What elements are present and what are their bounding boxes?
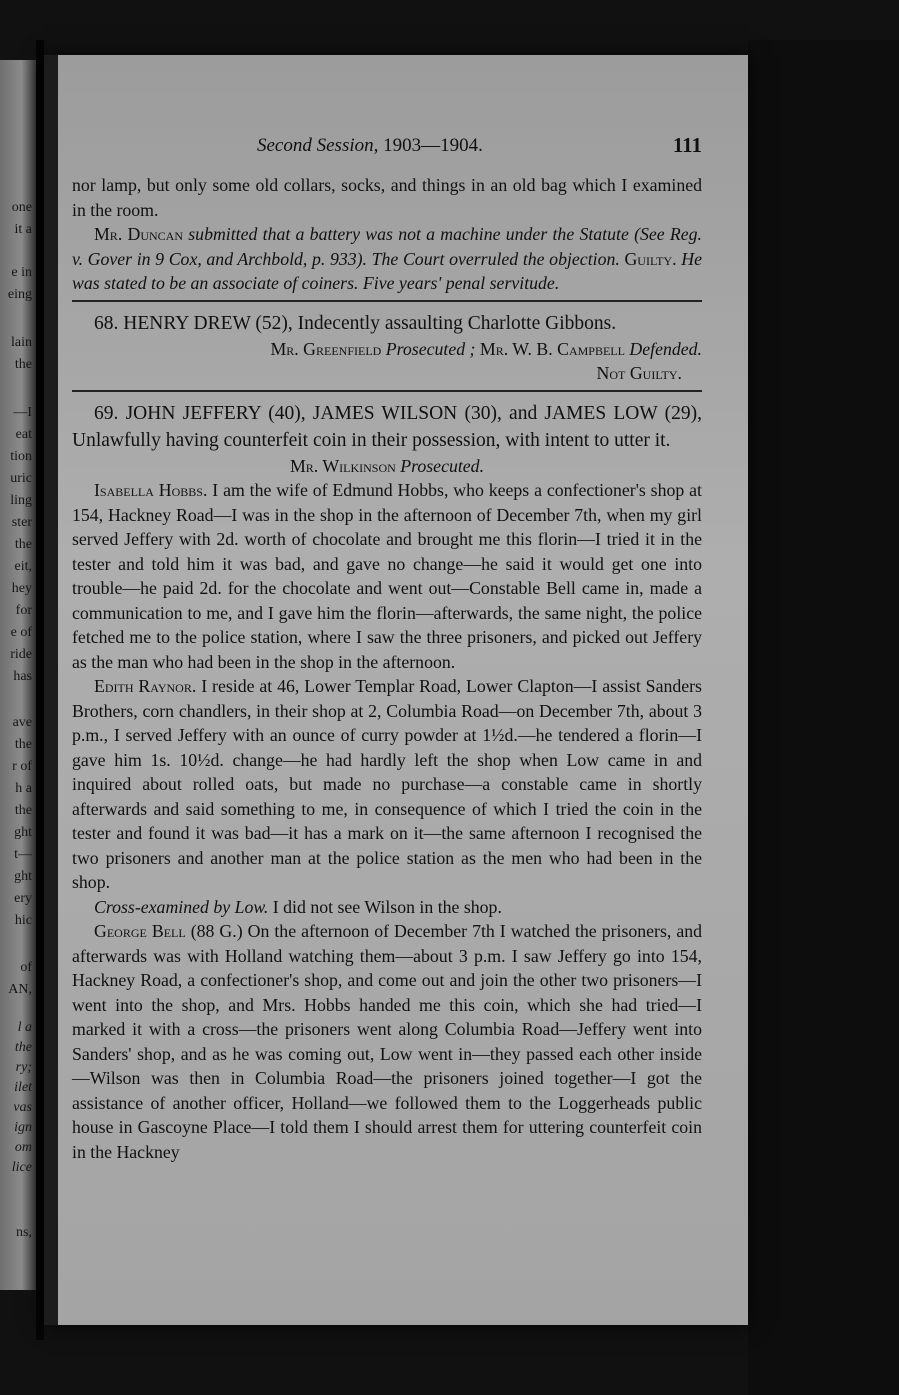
margin-fragment: ght <box>14 825 32 840</box>
testimony-bell: George Bell (88 G.) On the afternoon of December 7th I watched the prisoners, and afterwards was with Holland watching them—about 3 p.m. I saw Jeffery go into 154, Hackney Road, a confectioner's shop, and come out and join the other two prisoners—I went into the shop, and Mrs. Hobbs handed me this coin, which she had tried—I marked it with a cross—the prisoners went along Columbia Road—Jeffery went into Sanders' shop, and as he was coming out, Low went in—they passed each other inside—Wilson was then in Columbia Road—the prisoners joined together—I got the assistance of another officer, Holland—we followed them to the Loggerheads public house in Gascoyne Place—I told them I should arrest them for uttering counterfeit coin in the Hackney <box>72 921 702 1162</box>
margin-fragment: for <box>15 603 32 618</box>
session-title: Second Session, 1903—1904. <box>257 135 483 156</box>
margin-fragment: the <box>14 537 32 552</box>
margin-fragment: ign <box>14 1120 32 1135</box>
margin-fragment: r of <box>12 759 32 774</box>
margin-fragment: hic <box>14 913 32 928</box>
margin-fragment: t— <box>14 847 32 862</box>
margin-fragment: —I <box>13 405 32 420</box>
margin-fragment: it a <box>14 222 32 237</box>
testimony-hobbs: Isabella Hobbs. I am the wife of Edmund Hobbs, who keeps a confectioner's shop at 154, Hackney Road—I was in the shop in the afternoon of December 7th, when my girl served Jeffery with 2d. worth of chocolate and brought me this florin—I tried it in the tester and told him it was bad, and gave no change—he said it would get one into trouble—he paid 2d. for the chocolate and went out—Constable Bell came in, made a communication to me, and I gave him the florin—afterwards, the same night, the police fetched me to the police station, where I saw the three prisoners, and picked out Jeffery as the man who had been in the shop in the afternoon. <box>72 480 702 672</box>
margin-fragment: eit, <box>14 559 32 574</box>
case-68-verdict: Not Guilty. <box>596 363 682 383</box>
margin-fragment: the <box>14 1040 32 1055</box>
book-spine <box>36 40 44 1340</box>
cross-examination: Cross-examined by Low. I did not see Wilson in the shop. <box>94 896 502 917</box>
margin-fragment: eing <box>7 287 32 302</box>
margin-fragment: ght <box>14 869 32 884</box>
margin-fragment: one <box>11 200 32 215</box>
testimony-raynor: Edith Raynor. I reside at 46, Lower Templar Road, Lower Clapton—I assist Sanders Brothers, corn chandlers, in their shop at 2, Columbia Road—on December 7th, about 3 p.m., I served Jeffery with an ounce of curry powder at 1½d.—he tendered a florin—I gave him 1s. 10½d. change—he had hardly left the shop when Low came in and inquired about rolled oats, but made no purchase—a constable came in shortly afterwards and said something to me, in consequence of which I tried the coin in the tester and found it was bad—it has a mark on it—the same afternoon I recognised the two prisoners and another man at the police station as the men who had been in the shop. <box>72 676 702 892</box>
margin-fragment: has <box>13 669 32 684</box>
paragraph-duncan-submission: Mr. Duncan submitted that a battery was not a machine under the Statute (See Reg. v. Gover in 9 Cox, and Archbold, p. 933). The Court overruled the objection. Guilty. He was stated to be an associate of coiners. Five years' penal servitude. <box>72 224 702 293</box>
divider <box>72 390 702 392</box>
margin-fragment: lain <box>11 335 32 350</box>
page-body <box>72 173 702 1164</box>
margin-fragment: vas <box>13 1100 32 1115</box>
book-page <box>44 55 748 1325</box>
margin-fragment: the <box>14 357 32 372</box>
margin-fragment: ns, <box>16 1225 32 1240</box>
margin-fragment: e in <box>11 265 32 280</box>
margin-fragment: ry; <box>15 1060 32 1075</box>
left-page-edge <box>0 60 36 1290</box>
margin-fragment: AN, <box>8 982 32 997</box>
margin-fragment: ilet <box>14 1080 32 1095</box>
margin-fragment: ster <box>11 515 32 530</box>
page-number: 111 <box>672 133 702 157</box>
margin-fragment: the <box>14 737 32 752</box>
margin-fragment: uric <box>10 471 32 486</box>
margin-fragment: ery <box>14 891 32 906</box>
margin-fragment: ride <box>10 647 32 662</box>
margin-fragment: eat <box>15 427 32 442</box>
background-dark <box>748 40 899 1395</box>
margin-fragment: ave <box>12 715 32 730</box>
margin-fragment: the <box>14 803 32 818</box>
margin-fragment: of <box>20 960 32 975</box>
margin-fragment: e of <box>10 625 32 640</box>
paragraph-continuation: nor lamp, but only some old collars, socks, and things in an old bag which I examined in the room. <box>72 175 702 220</box>
case-68-title: 68. HENRY DREW (52), Indecently assaulting Charlotte Gibbons. <box>94 312 617 334</box>
margin-fragment: l a <box>17 1020 32 1035</box>
margin-fragment: ling <box>10 493 32 508</box>
case-69-title: 69. JOHN JEFFERY (40), JAMES WILSON (30), and JAMES LOW (29), Unlawfully having counterfeit coin in their possession, with intent to utter it. <box>72 402 702 451</box>
case-69-prosecution: Mr. Wilkinson Prosecuted. <box>289 455 485 476</box>
margin-fragment: tion <box>10 449 32 464</box>
margin-fragment: om <box>14 1140 32 1155</box>
margin-fragment: lice <box>11 1160 32 1175</box>
margin-fragment: hey <box>11 581 32 596</box>
margin-fragment: h a <box>15 781 32 796</box>
case-68-counsel: Mr. Greenfield Prosecuted ; Mr. W. B. Campbell Defended. <box>270 338 702 359</box>
divider <box>72 300 702 302</box>
